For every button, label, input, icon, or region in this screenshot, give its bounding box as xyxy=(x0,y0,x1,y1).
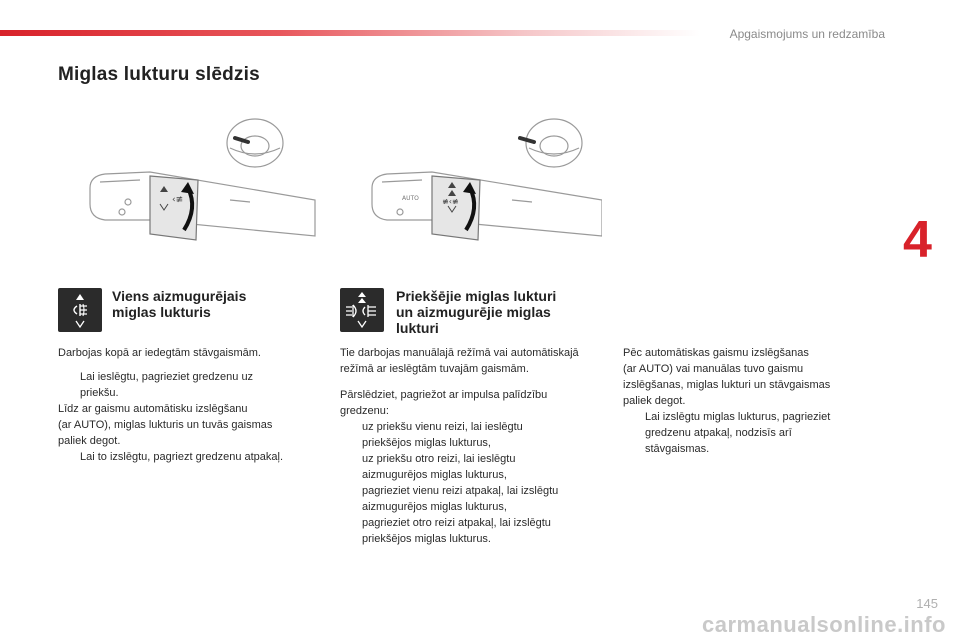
bullet-item xyxy=(58,369,318,401)
bullet-text: gredzenu atpakaļ, nodzisīs arī xyxy=(645,427,792,439)
bullet-icon xyxy=(340,419,362,451)
bullet-text: priekšu. xyxy=(80,387,119,399)
bullet-text: priekšējos miglas lukturus. xyxy=(362,533,491,545)
bullet-icon xyxy=(340,515,362,547)
bullet-item xyxy=(623,409,883,457)
section-title-line: Viens aizmugurējais xyxy=(112,288,247,304)
bullet-item xyxy=(340,419,610,451)
page-number: 145 xyxy=(916,596,938,611)
bullet-text: uz priekšu vienu reizi, lai ieslēgtu xyxy=(362,421,523,433)
paragraph-line: paliek degot. xyxy=(623,395,686,407)
bullet-text: Lai izslēgtu miglas lukturus, pagrieziet xyxy=(645,411,831,423)
paragraph-line: Līdz ar gaismu automātisku izslēgšanu xyxy=(58,403,248,415)
stalk-illustration-front-rear xyxy=(362,108,602,248)
paragraph-line: (ar AUTO) vai manuālas tuvo gaismu xyxy=(623,363,804,375)
section-title-front-rear xyxy=(396,288,556,336)
paragraph-line: Pēc automātiskas gaismu izslēgšanas xyxy=(623,347,809,359)
bullet-text: pagrieziet otro reizi atpakaļ, lai izslēgtu xyxy=(362,517,551,529)
paragraph-line: paliek degot. xyxy=(58,435,121,447)
paragraph-line: Pārslēdziet, pagriežot ar impulsa palīdzību xyxy=(340,389,548,401)
steering-wheel-icon xyxy=(227,119,283,167)
stalk-illustration-rear xyxy=(80,108,320,248)
bullet-icon xyxy=(58,449,80,465)
bullet-text: Lai to izslēgtu, pagriezt gredzenu atpakaļ. xyxy=(80,451,284,463)
bullet-text: pagrieziet vienu reizi atpakaļ, lai izslēgtu xyxy=(362,485,559,497)
front-rear-fog-light-icon xyxy=(340,288,384,332)
chapter-number: 4 xyxy=(903,211,932,269)
section-title-rear xyxy=(112,288,246,320)
section-title-line: miglas lukturis xyxy=(112,304,211,320)
bullet-text: aizmugurējos miglas lukturus, xyxy=(362,469,507,481)
paragraph-line: režīmā ar ieslēgtām tuvajām gaismām. xyxy=(340,363,529,375)
bullet-text: aizmugurējos miglas lukturus, xyxy=(362,501,507,513)
svg-text:‹≢: ‹≢ xyxy=(172,195,184,205)
header-accent-bar xyxy=(0,30,700,36)
bullet-item xyxy=(340,483,610,515)
section-title-line: Priekšējie miglas lukturi xyxy=(396,288,557,304)
bullet-text: stāvgaismas. xyxy=(645,443,710,455)
bullet-icon xyxy=(340,451,362,483)
paragraph-line: (ar AUTO), miglas lukturis un tuvās gaismas xyxy=(58,419,273,431)
bullet-item xyxy=(58,449,318,465)
section-title-line: un aizmugurējie miglas xyxy=(396,304,551,320)
auto-label: AUTO xyxy=(402,195,419,202)
front-rear-fog-description xyxy=(340,345,610,547)
svg-text:≢‹≢: ≢‹≢ xyxy=(442,197,459,206)
bullet-text: Lai ieslēgtu, pagrieziet gredzenu uz xyxy=(80,371,254,383)
page-title: Miglas lukturu slēdzis xyxy=(58,64,260,85)
auto-off-description xyxy=(623,345,883,457)
paragraph: Darbojas kopā ar iedegtām stāvgaismām. xyxy=(58,347,261,359)
bullet-icon xyxy=(623,409,645,457)
bullet-icon xyxy=(58,369,80,401)
watermark: carmanualsonline.info xyxy=(702,612,946,637)
bullet-item xyxy=(340,451,610,483)
paragraph-line: gredzenu: xyxy=(340,405,389,417)
bullet-text: uz priekšu otro reizi, lai ieslēgtu xyxy=(362,453,516,465)
section-title-line: lukturi xyxy=(396,320,439,336)
paragraph-line: Tie darbojas manuālajā režīmā vai automātiskajā xyxy=(340,347,579,359)
bullet-icon xyxy=(340,483,362,515)
bullet-item xyxy=(340,515,610,547)
section-header: Apgaismojums un redzamība xyxy=(729,27,885,41)
rear-fog-description xyxy=(58,345,318,465)
bullet-text: priekšējos miglas lukturus, xyxy=(362,437,491,449)
paragraph-line: izslēgšanas, miglas lukturi un stāvgaismas xyxy=(623,379,831,391)
rear-fog-light-icon xyxy=(58,288,102,332)
